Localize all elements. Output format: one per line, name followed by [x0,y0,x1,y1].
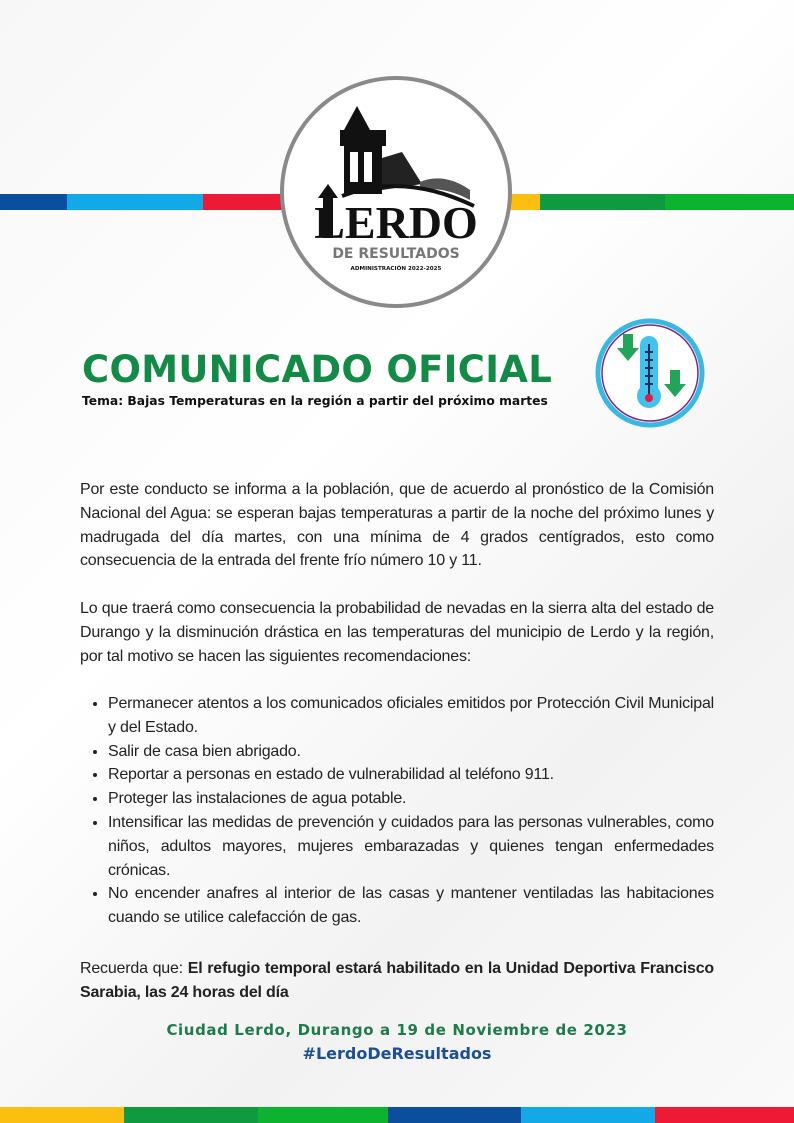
list-item: • No encender anafres al interior de las casas y mantener ventiladas las habitaciones cuando se utilice calefacción de gas. [108,882,714,930]
logo-name: LERDO [314,197,478,248]
reminder [80,957,714,1005]
place-date: Ciudad Lerdo, Durango a 19 de Noviembre de 2023 [166,1021,628,1039]
page-subtitle: Tema: Bajas Temperaturas en la región a partir del próximo martes [82,394,548,408]
page-title: COMUNICADO OFICIAL [82,348,553,391]
hashtag: #LerdoDeResultados [302,1044,492,1063]
logo-tagline: DE RESULTADOS [332,246,460,262]
top-stripe-light-blue [67,194,203,210]
consequence-paragraph: Lo que traerá como consecuencia la probabilidad de nevadas en la sierra alta del estado de Durango y la disminución drástica en las temperaturas del municipio de Lerdo y la región, por tal motivo se hacen las siguientes recomendaciones: [80,600,714,665]
reminder-prefix: Recuerda que: [80,960,188,977]
bottom-stripe-green [258,1107,388,1123]
logo-admin: ADMINISTRACIÓN 2022-2025 [350,266,442,272]
lerdo-building-logo-icon [284,80,508,304]
bottom-stripe-light-blue [521,1107,655,1123]
list-item: • Proteger las instalaciones de agua potable. [108,787,714,811]
list-item: • Reportar a personas en estado de vulnerabilidad al teléfono 911. [108,763,714,787]
top-stripe-dark-green [540,194,665,210]
bottom-stripe-yellow [0,1107,124,1123]
reminder-bold: El refugio temporal estará habilitado en la Unidad Deportiva Francisco Sarabia, las 24 horas del día [80,960,714,1001]
lerdo-logo [280,76,512,308]
list-item: • Permanecer atentos a los comunicados oficiales emitidos por Protección Civil Municipal y del Estado. [108,692,714,740]
top-stripe-dark-blue [0,194,67,210]
recommendations-list [80,692,714,930]
list-item: • Salir de casa bien abrigado. [108,740,714,764]
bottom-stripe-red [655,1107,794,1123]
bottom-stripe-dark-green [124,1107,258,1123]
intro-paragraph: Por este conducto se informa a la población, que de acuerdo al pronóstico de la Comisión Nacional del Agua: se esperan bajas temperaturas a partir de la noche del próximo lunes y madrugada del día martes, con una mínima de 4 grados centígrados, esto como consecuencia de la entrada del frente frío número 10 y 11. [80,481,714,570]
thermometer-down-icon [588,318,716,428]
bottom-stripe-dark-blue [388,1107,521,1123]
list-item: • Intensificar las medidas de prevención y cuidados para las personas vulnerables, como niños, adultos mayores, mujeres embarazadas y quienes tengan enfermedades crónicas. [108,811,714,882]
top-stripe-green [665,194,794,210]
